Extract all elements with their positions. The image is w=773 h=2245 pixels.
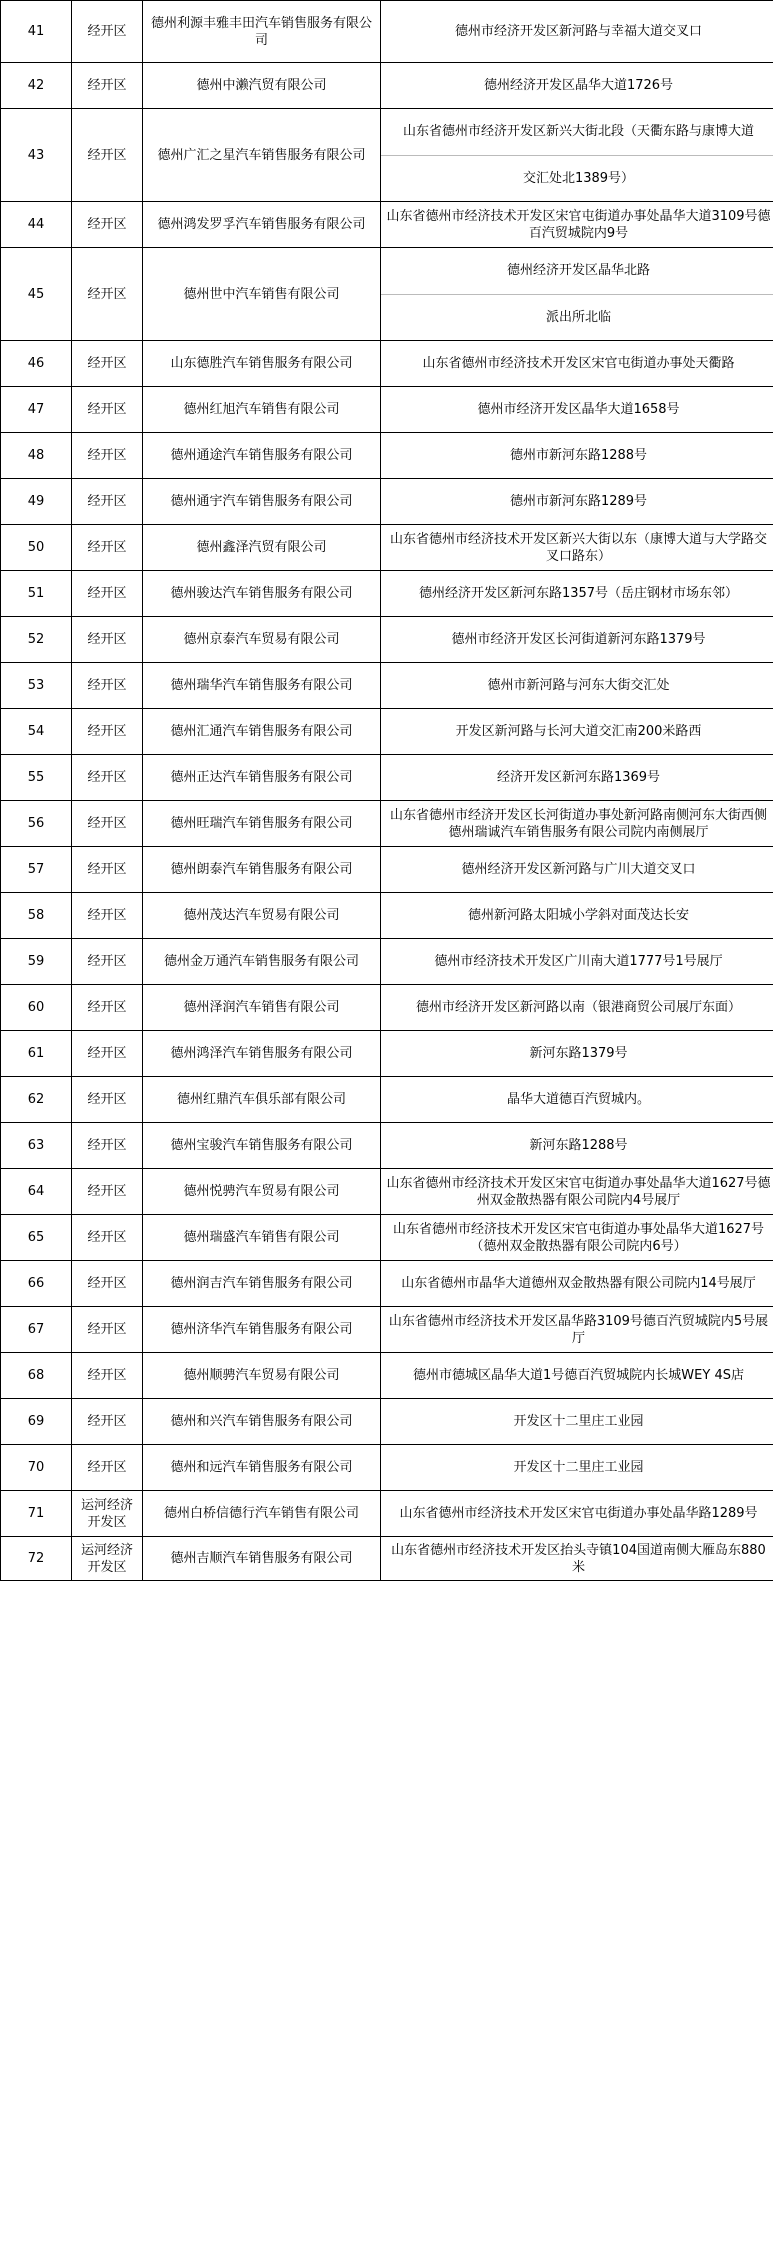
district-cell: 经开区 bbox=[72, 1215, 143, 1261]
address-line: 德州经济开发区晶华北路 bbox=[506, 263, 650, 279]
table-row bbox=[1, 1537, 773, 1581]
address-cell: 德州市经济开发区长河街道新河东路1379号 bbox=[381, 617, 773, 663]
address-cell: 山东省德州市经济技术开发区抬头寺镇104国道南侧大雁岛东880米 bbox=[381, 1537, 773, 1581]
address-cell: 山东省德州市经济开发区长河街道办事处新河路南侧河东大街西侧德州瑞诚汽车销售服务有限公司院内南侧展厅 bbox=[381, 801, 773, 847]
district-cell: 经开区 bbox=[72, 617, 143, 663]
address-cell: 开发区十二里庄工业园 bbox=[381, 1399, 773, 1445]
table-row bbox=[1, 387, 773, 433]
address-line: 交汇处北1389号） bbox=[381, 155, 773, 202]
company-name-cell: 德州瑞盛汽车销售有限公司 bbox=[143, 1215, 381, 1261]
district-cell: 经开区 bbox=[72, 663, 143, 709]
address-cell bbox=[381, 248, 773, 341]
row-number-cell: 60 bbox=[1, 985, 72, 1031]
row-number-cell: 68 bbox=[1, 1353, 72, 1399]
table-row bbox=[1, 1445, 773, 1491]
company-name-cell: 德州旺瑞汽车销售服务有限公司 bbox=[143, 801, 381, 847]
address-cell: 德州市经济开发区新河路以南（银港商贸公司展厅东面） bbox=[381, 985, 773, 1031]
company-name-cell: 德州利源丰雅丰田汽车销售服务有限公司 bbox=[143, 1, 381, 63]
address-cell: 山东省德州市经济技术开发区宋官屯街道办事处晶华大道1627号德州双金散热器有限公司院内4号展厅 bbox=[381, 1169, 773, 1215]
table-row bbox=[1, 893, 773, 939]
address-cell: 德州市新河路与河东大街交汇处 bbox=[381, 663, 773, 709]
table-row bbox=[1, 109, 773, 202]
address-cell: 山东省德州市经济技术开发区晶华路3109号德百汽贸城院内5号展厅 bbox=[381, 1307, 773, 1353]
address-line: 派出所北临 bbox=[381, 294, 773, 341]
row-number-cell: 57 bbox=[1, 847, 72, 893]
company-name-cell: 山东德胜汽车销售服务有限公司 bbox=[143, 341, 381, 387]
table-row bbox=[1, 525, 773, 571]
district-cell: 经开区 bbox=[72, 202, 143, 248]
district-cell: 经开区 bbox=[72, 1353, 143, 1399]
address-cell: 新河东路1379号 bbox=[381, 1031, 773, 1077]
table-row bbox=[1, 1169, 773, 1215]
address-cell: 德州市新河东路1289号 bbox=[381, 479, 773, 525]
table-row bbox=[1, 1307, 773, 1353]
row-number-cell: 44 bbox=[1, 202, 72, 248]
company-name-cell: 德州润吉汽车销售服务有限公司 bbox=[143, 1261, 381, 1307]
row-number-cell: 53 bbox=[1, 663, 72, 709]
company-name-cell: 德州茂达汽车贸易有限公司 bbox=[143, 893, 381, 939]
address-cell: 德州市新河东路1288号 bbox=[381, 433, 773, 479]
company-name-cell: 德州通途汽车销售服务有限公司 bbox=[143, 433, 381, 479]
row-number-cell: 43 bbox=[1, 109, 72, 202]
row-number-cell: 72 bbox=[1, 1537, 72, 1581]
district-cell: 运河经济开发区 bbox=[72, 1491, 143, 1537]
table-row bbox=[1, 1261, 773, 1307]
table-row bbox=[1, 1399, 773, 1445]
company-name-cell: 德州汇通汽车销售服务有限公司 bbox=[143, 709, 381, 755]
company-name-cell: 德州红鼎汽车俱乐部有限公司 bbox=[143, 1077, 381, 1123]
address-line: 山东省德州市经济开发区新兴大街北段（天衢东路与康博大道 bbox=[402, 124, 754, 140]
table-row bbox=[1, 755, 773, 801]
table-row bbox=[1, 63, 773, 109]
row-number-cell: 64 bbox=[1, 1169, 72, 1215]
table-row bbox=[1, 248, 773, 341]
row-number-cell: 58 bbox=[1, 893, 72, 939]
address-cell: 经济开发区新河东路1369号 bbox=[381, 755, 773, 801]
table-row bbox=[1, 479, 773, 525]
district-cell: 经开区 bbox=[72, 1261, 143, 1307]
row-number-cell: 70 bbox=[1, 1445, 72, 1491]
district-cell: 经开区 bbox=[72, 1, 143, 63]
company-name-cell: 德州广汇之星汽车销售服务有限公司 bbox=[143, 109, 381, 202]
table-row bbox=[1, 571, 773, 617]
district-cell: 经开区 bbox=[72, 939, 143, 985]
row-number-cell: 49 bbox=[1, 479, 72, 525]
address-cell: 晶华大道德百汽贸城内。 bbox=[381, 1077, 773, 1123]
table-row bbox=[1, 939, 773, 985]
address-cell: 德州市经济开发区晶华大道1658号 bbox=[381, 387, 773, 433]
address-cell: 山东省德州市经济技术开发区新兴大街以东（康博大道与大学路交叉口路东） bbox=[381, 525, 773, 571]
row-number-cell: 63 bbox=[1, 1123, 72, 1169]
row-number-cell: 61 bbox=[1, 1031, 72, 1077]
district-cell: 经开区 bbox=[72, 1399, 143, 1445]
company-name-cell: 德州金万通汽车销售服务有限公司 bbox=[143, 939, 381, 985]
row-number-cell: 59 bbox=[1, 939, 72, 985]
district-cell: 经开区 bbox=[72, 1169, 143, 1215]
address-cell: 开发区新河路与长河大道交汇南200米路西 bbox=[381, 709, 773, 755]
district-cell: 经开区 bbox=[72, 1123, 143, 1169]
table-row bbox=[1, 985, 773, 1031]
district-cell: 经开区 bbox=[72, 387, 143, 433]
address-cell: 山东省德州市经济技术开发区宋官屯街道办事处晶华大道3109号德百汽贸城院内9号 bbox=[381, 202, 773, 248]
row-number-cell: 66 bbox=[1, 1261, 72, 1307]
row-number-cell: 71 bbox=[1, 1491, 72, 1537]
address-cell: 山东省德州市经济技术开发区宋官屯街道办事处天衢路 bbox=[381, 341, 773, 387]
company-name-cell: 德州鸿发罗孚汽车销售服务有限公司 bbox=[143, 202, 381, 248]
district-cell: 经开区 bbox=[72, 109, 143, 202]
company-name-cell: 德州顺骋汽车贸易有限公司 bbox=[143, 1353, 381, 1399]
table-row bbox=[1, 1031, 773, 1077]
row-number-cell: 69 bbox=[1, 1399, 72, 1445]
row-number-cell: 67 bbox=[1, 1307, 72, 1353]
company-name-cell: 德州泽润汽车销售有限公司 bbox=[143, 985, 381, 1031]
company-name-cell: 德州京泰汽车贸易有限公司 bbox=[143, 617, 381, 663]
row-number-cell: 45 bbox=[1, 248, 72, 341]
row-number-cell: 65 bbox=[1, 1215, 72, 1261]
district-cell: 经开区 bbox=[72, 571, 143, 617]
district-cell: 运河经济开发区 bbox=[72, 1537, 143, 1581]
address-cell bbox=[381, 109, 773, 202]
row-number-cell: 41 bbox=[1, 1, 72, 63]
company-name-cell: 德州白桥信德行汽车销售有限公司 bbox=[143, 1491, 381, 1537]
row-number-cell: 52 bbox=[1, 617, 72, 663]
district-cell: 经开区 bbox=[72, 341, 143, 387]
table-row bbox=[1, 433, 773, 479]
company-name-cell: 德州和兴汽车销售服务有限公司 bbox=[143, 1399, 381, 1445]
district-cell: 经开区 bbox=[72, 433, 143, 479]
address-cell: 山东省德州市晶华大道德州双金散热器有限公司院内14号展厅 bbox=[381, 1261, 773, 1307]
district-cell: 经开区 bbox=[72, 248, 143, 341]
address-cell: 德州市经济技术开发区广川南大道1777号1号展厅 bbox=[381, 939, 773, 985]
district-cell: 经开区 bbox=[72, 985, 143, 1031]
company-name-cell: 德州通宇汽车销售服务有限公司 bbox=[143, 479, 381, 525]
row-number-cell: 50 bbox=[1, 525, 72, 571]
district-cell: 经开区 bbox=[72, 847, 143, 893]
table-row bbox=[1, 1491, 773, 1537]
district-cell: 经开区 bbox=[72, 1031, 143, 1077]
row-number-cell: 48 bbox=[1, 433, 72, 479]
table-row bbox=[1, 1, 773, 63]
district-cell: 经开区 bbox=[72, 479, 143, 525]
district-cell: 经开区 bbox=[72, 893, 143, 939]
company-name-cell: 德州鸿泽汽车销售服务有限公司 bbox=[143, 1031, 381, 1077]
table-row bbox=[1, 801, 773, 847]
address-cell: 山东省德州市经济技术开发区宋官屯街道办事处晶华大道1627号（德州双金散热器有限公司院内6号） bbox=[381, 1215, 773, 1261]
address-cell: 山东省德州市经济技术开发区宋官屯街道办事处晶华路1289号 bbox=[381, 1491, 773, 1537]
district-cell: 经开区 bbox=[72, 709, 143, 755]
company-name-cell: 德州瑞华汽车销售服务有限公司 bbox=[143, 663, 381, 709]
address-cell: 德州市经济开发区新河路与幸福大道交叉口 bbox=[381, 1, 773, 63]
table-row bbox=[1, 1123, 773, 1169]
table-row bbox=[1, 1353, 773, 1399]
table-row bbox=[1, 663, 773, 709]
row-number-cell: 42 bbox=[1, 63, 72, 109]
company-name-cell: 德州骏达汽车销售服务有限公司 bbox=[143, 571, 381, 617]
district-cell: 经开区 bbox=[72, 525, 143, 571]
table-body bbox=[1, 1, 773, 1581]
address-cell: 德州市德城区晶华大道1号德百汽贸城院内长城WEY 4S店 bbox=[381, 1353, 773, 1399]
row-number-cell: 51 bbox=[1, 571, 72, 617]
table-row bbox=[1, 202, 773, 248]
table-row bbox=[1, 1215, 773, 1261]
row-number-cell: 56 bbox=[1, 801, 72, 847]
row-number-cell: 62 bbox=[1, 1077, 72, 1123]
company-name-cell: 德州鑫泽汽贸有限公司 bbox=[143, 525, 381, 571]
company-name-cell: 德州世中汽车销售有限公司 bbox=[143, 248, 381, 341]
table-row bbox=[1, 847, 773, 893]
row-number-cell: 46 bbox=[1, 341, 72, 387]
company-name-cell: 德州正达汽车销售服务有限公司 bbox=[143, 755, 381, 801]
district-cell: 经开区 bbox=[72, 801, 143, 847]
row-number-cell: 54 bbox=[1, 709, 72, 755]
table-row bbox=[1, 1077, 773, 1123]
district-cell: 经开区 bbox=[72, 63, 143, 109]
address-cell: 德州经济开发区新河路与广川大道交叉口 bbox=[381, 847, 773, 893]
company-name-cell: 德州吉顺汽车销售服务有限公司 bbox=[143, 1537, 381, 1581]
address-cell: 德州经济开发区晶华大道1726号 bbox=[381, 63, 773, 109]
address-cell: 德州经济开发区新河东路1357号（岳庄钢材市场东邻） bbox=[381, 571, 773, 617]
address-cell: 新河东路1288号 bbox=[381, 1123, 773, 1169]
row-number-cell: 47 bbox=[1, 387, 72, 433]
company-name-cell: 德州朗泰汽车销售服务有限公司 bbox=[143, 847, 381, 893]
table-row bbox=[1, 617, 773, 663]
company-name-cell: 德州济华汽车销售服务有限公司 bbox=[143, 1307, 381, 1353]
table-row bbox=[1, 341, 773, 387]
district-cell: 经开区 bbox=[72, 755, 143, 801]
district-cell: 经开区 bbox=[72, 1307, 143, 1353]
company-name-cell: 德州中濑汽贸有限公司 bbox=[143, 63, 381, 109]
company-name-cell: 德州悦骋汽车贸易有限公司 bbox=[143, 1169, 381, 1215]
address-cell: 德州新河路太阳城小学斜对面茂达长安 bbox=[381, 893, 773, 939]
company-name-cell: 德州和远汽车销售服务有限公司 bbox=[143, 1445, 381, 1491]
row-number-cell: 55 bbox=[1, 755, 72, 801]
company-name-cell: 德州红旭汽车销售有限公司 bbox=[143, 387, 381, 433]
district-cell: 经开区 bbox=[72, 1077, 143, 1123]
district-cell: 经开区 bbox=[72, 1445, 143, 1491]
address-cell: 开发区十二里庄工业园 bbox=[381, 1445, 773, 1491]
company-name-cell: 德州宝骏汽车销售服务有限公司 bbox=[143, 1123, 381, 1169]
table-row bbox=[1, 709, 773, 755]
